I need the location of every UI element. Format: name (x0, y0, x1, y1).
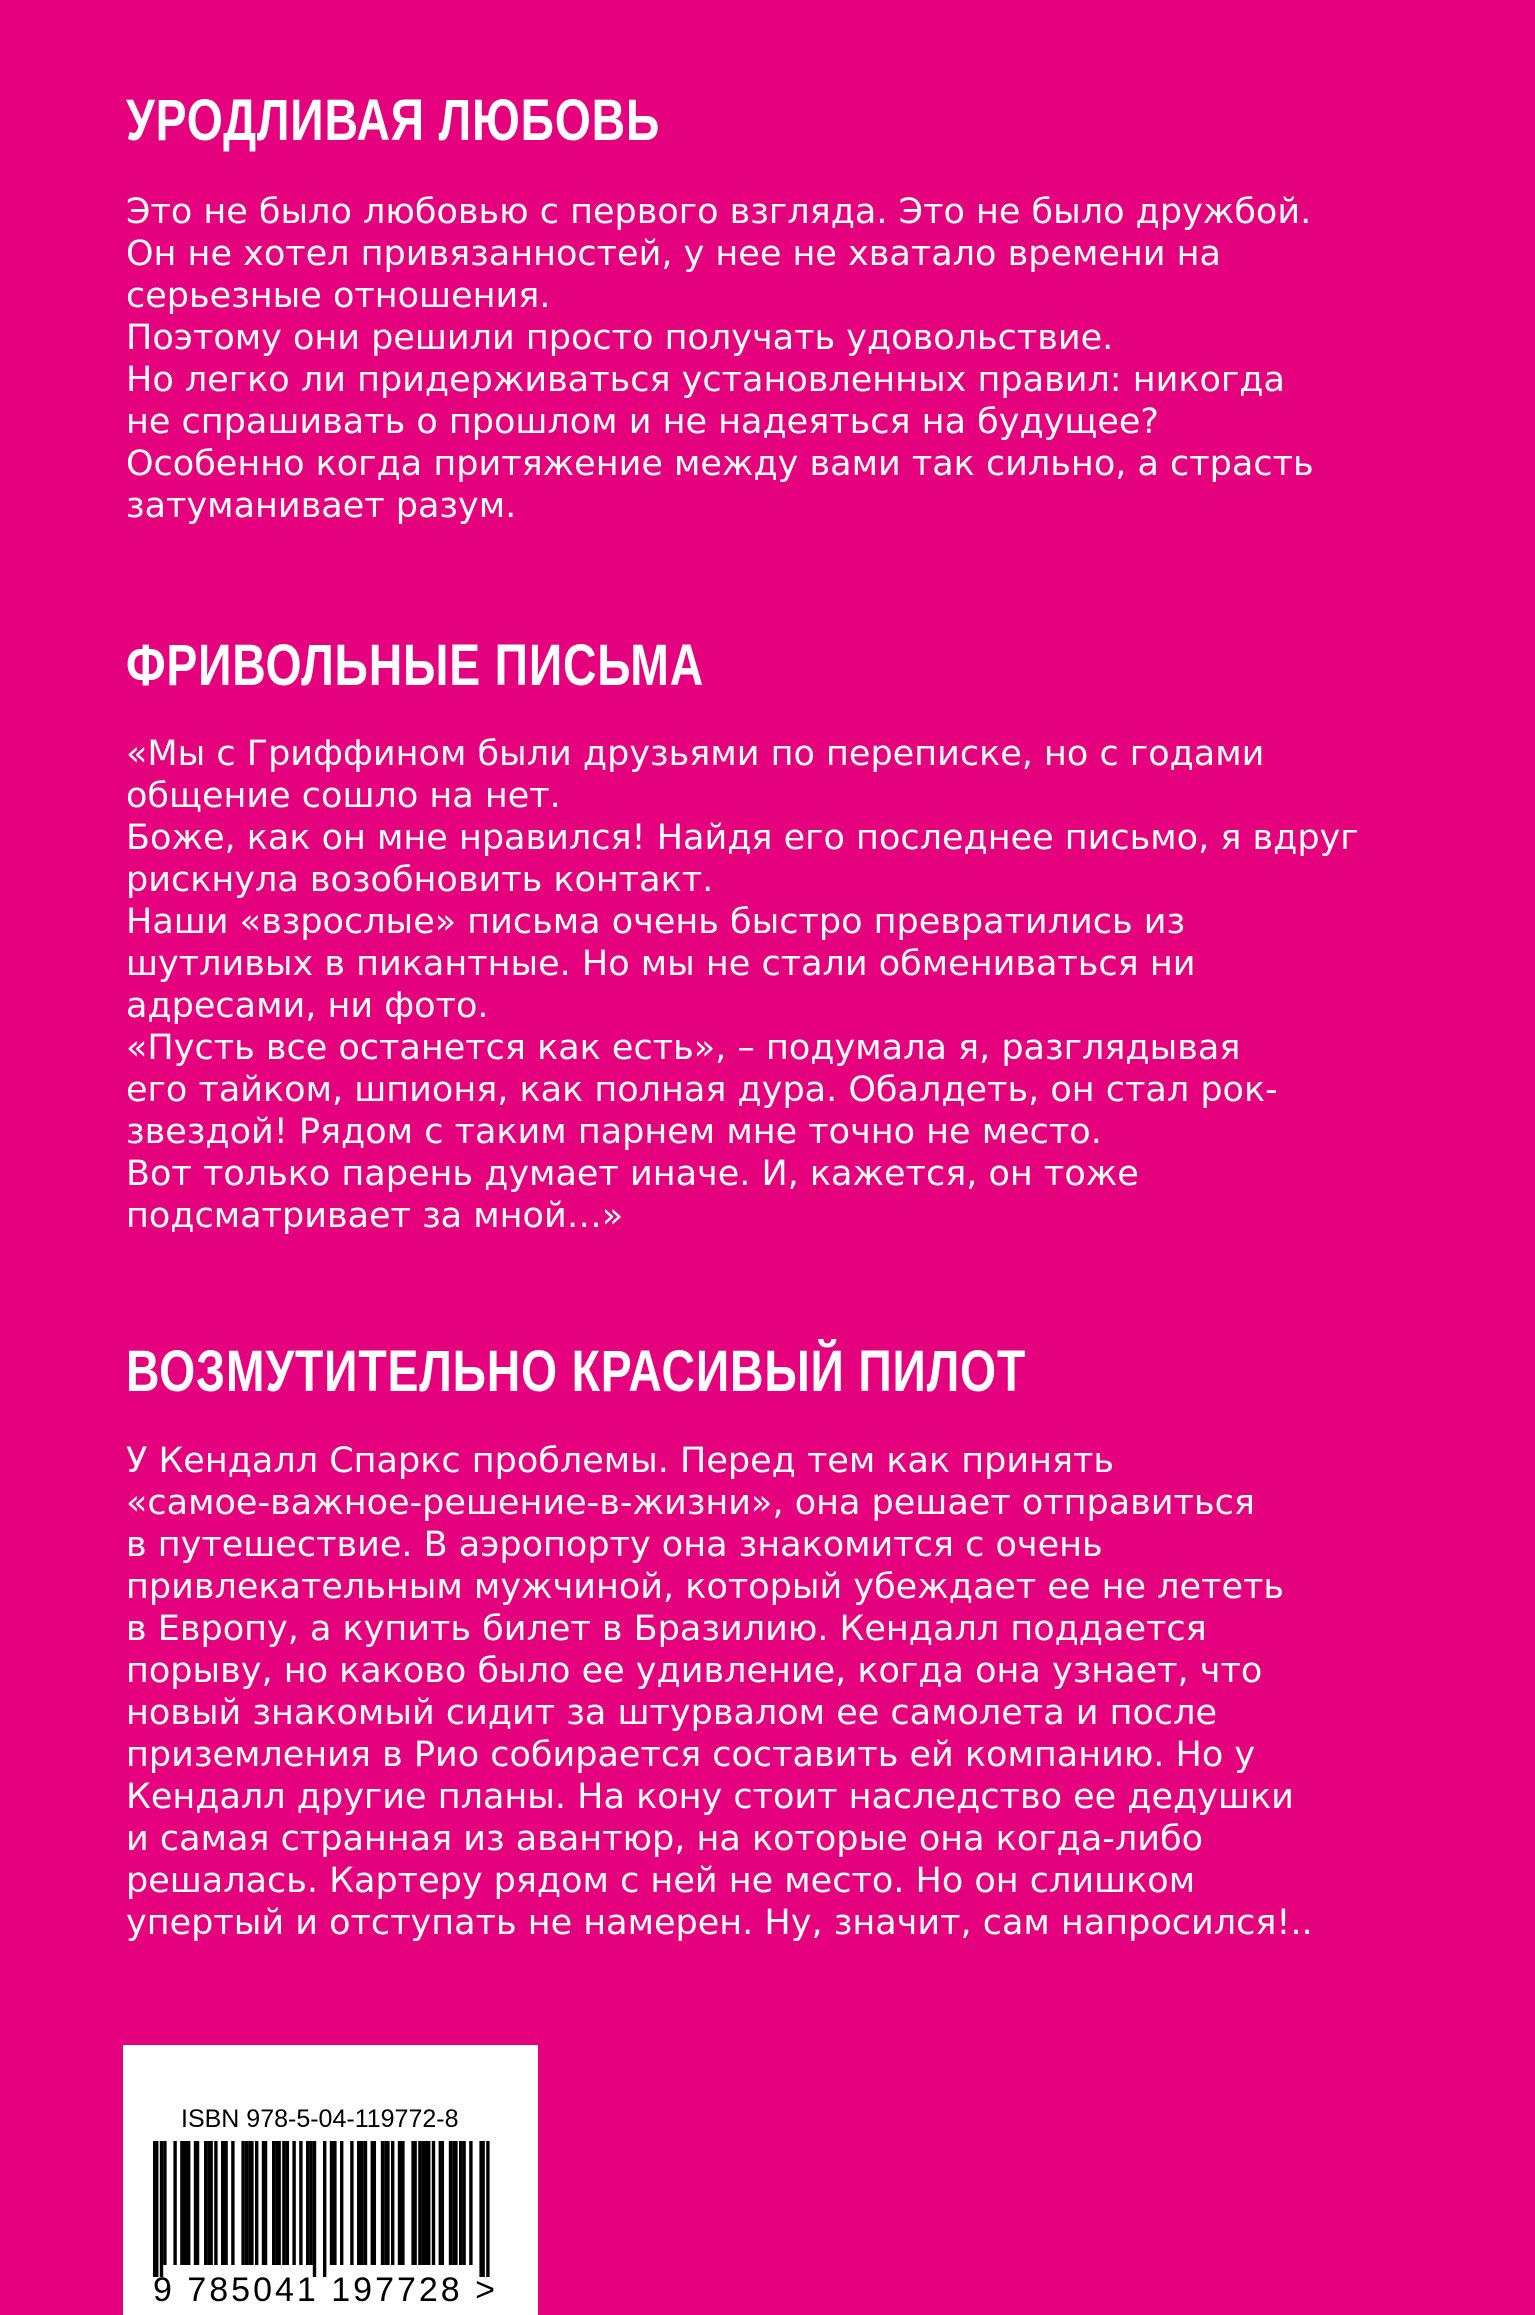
barcode-bar (469, 2141, 472, 2265)
barcode-bar (486, 2141, 489, 2277)
barcode-bar (422, 2141, 425, 2265)
text-line: «Пусть все останется как есть», – подумала я, разглядывая (126, 1028, 1241, 1068)
text-line: подсматривает за мной…» (126, 1196, 624, 1236)
text-line: Он не хотел привязанностей, у нее не хватало времени на (126, 234, 1221, 274)
barcode-bar (187, 2141, 190, 2265)
barcode-bar (309, 2141, 312, 2265)
barcode-digits: 9 785041 197728 > (153, 2271, 499, 2309)
text-line: «самое-важное-решение-в-жизни», она решает отправиться (126, 1483, 1255, 1523)
text-line: не спрашивать о прошлом и не надеяться на будущее? (126, 402, 1159, 442)
barcode-bar (224, 2141, 227, 2265)
barcode-bar (384, 2141, 389, 2265)
barcode-bar (245, 2141, 248, 2265)
section-body (126, 733, 1359, 1237)
barcode-bar (282, 2141, 285, 2265)
section-heading: УРОДЛИВАЯ ЛЮБОВЬ (126, 88, 661, 153)
text-line: звездой! Рядом с таким парнем мне точно не место. (126, 1112, 1102, 1152)
barcode-bar (275, 2141, 280, 2265)
barcode-bar (333, 2141, 336, 2265)
barcode-bar (153, 2141, 158, 2277)
isbn-label: ISBN 978-5-04-119772-8 (181, 2105, 459, 2133)
text-line: привлекательным мужчиной, который убеждает ее не лететь (126, 1567, 1285, 1607)
barcode-bar (248, 2141, 253, 2265)
barcode-bar (449, 2141, 452, 2265)
barcode-bar (459, 2141, 462, 2265)
barcode-bar (286, 2141, 289, 2265)
text-line: «Мы с Гриффином были друзьями по переписке, но с годами (126, 734, 1265, 774)
barcode-bar (452, 2141, 457, 2265)
barcode-bar (350, 2141, 353, 2265)
text-line: серьезные отношения. (126, 276, 551, 316)
barcode-bar (462, 2141, 465, 2265)
barcode-bar (360, 2141, 363, 2265)
barcode-bar (194, 2141, 199, 2265)
barcode-bar (160, 2141, 163, 2277)
barcode-bar (479, 2141, 484, 2277)
barcode-bar (204, 2141, 207, 2265)
barcode-bar (432, 2141, 435, 2265)
text-line: и самая странная из авантюр, на которые она когда-либо (126, 1819, 1204, 1859)
text-line: Боже, как он мне нравился! Найдя его последнее письмо, я вдруг (126, 818, 1359, 858)
barcode-icon (149, 2141, 509, 2277)
barcode-bar (241, 2141, 244, 2265)
text-line: Наши «взрослые» письма очень быстро превратились из (126, 902, 1186, 942)
text-line: Поэтому они решили просто получать удовольствие. (126, 318, 1114, 358)
barcode-panel (123, 2045, 538, 2315)
text-line: шутливых в пикантные. Но мы не стали обмениваться ни (126, 944, 1196, 984)
barcode-bar (391, 2141, 394, 2265)
barcode-bar (371, 2141, 376, 2265)
text-line: порыву, но каково было ее удивление, когда она узнает, что (126, 1651, 1263, 1691)
text-line: в Европу, а купить билет в Бразилию. Кендалл поддается (126, 1609, 1207, 1649)
barcode-bar (425, 2141, 430, 2265)
text-line: Это не было любовью с первого взгляда. Это не было дружбой. (126, 192, 1312, 232)
text-line: рискнула возобновить контакт. (126, 860, 714, 900)
barcode-bar (401, 2141, 404, 2265)
barcode-bar (292, 2141, 295, 2265)
section-heading: ФРИВОЛЬНЫЕ ПИСЬМА (126, 633, 705, 698)
text-line: новый знакомый сидит за штурвалом ее самолета и после (126, 1693, 1218, 1733)
text-line: в путешествие. В аэропорту она знакомится с очень (126, 1525, 1103, 1565)
text-line: решалась. Картеру рядом с ней не место. Но он слишком (126, 1861, 1196, 1901)
barcode-bar (439, 2141, 444, 2265)
barcode-bar (184, 2141, 187, 2265)
section-heading: ВОЗМУТИТЕЛЬНО КРАСИВЫЙ ПИЛОТ (126, 1339, 1027, 1404)
barcode-bar (299, 2141, 302, 2265)
section-body (126, 1440, 1313, 1944)
text-line: Вот только парень думает иначе. И, кажется, он тоже (126, 1154, 1139, 1194)
barcode-bar (364, 2141, 367, 2265)
text-line: Особенно когда притяжение между вами так сильно, а страсть (126, 444, 1314, 484)
text-line: адресами, ни фото. (126, 986, 489, 1026)
barcode-bar (207, 2141, 212, 2265)
barcode-bar (173, 2141, 176, 2265)
barcode-bar (381, 2141, 384, 2265)
barcode-bar (163, 2141, 166, 2265)
text-line: затуманивает разум. (126, 486, 517, 526)
barcode-bar (231, 2141, 234, 2265)
barcode-bar (323, 2141, 326, 2277)
barcode-bar (313, 2141, 316, 2277)
barcode-bar (262, 2141, 267, 2265)
text-line: общение сошло на нет. (126, 776, 561, 816)
text-line: Но легко ли придерживаться установленных правил: никогда (126, 360, 1285, 400)
text-line: упертый и отступать не намерен. Ну, значит, сам напросился!.. (126, 1903, 1313, 1943)
barcode-bar (340, 2141, 343, 2265)
barcode-bar (418, 2141, 421, 2265)
text-line: приземления в Рио собирается составить ей компанию. Но у (126, 1735, 1256, 1775)
text-line: его тайком, шпионя, как полная дура. Обалдеть, он стал рок- (126, 1070, 1278, 1110)
barcode-bar (272, 2141, 275, 2265)
barcode-bar (255, 2141, 258, 2265)
section-body (126, 191, 1314, 527)
text-line: Кендалл другие планы. На кону стоит наследство ее дедушки (126, 1777, 1294, 1817)
barcode-bar (306, 2141, 309, 2265)
barcode-bar (411, 2141, 416, 2265)
text-line: У Кендалл Спаркс проблемы. Перед тем как принять (126, 1441, 1115, 1481)
barcode-bar (214, 2141, 217, 2265)
